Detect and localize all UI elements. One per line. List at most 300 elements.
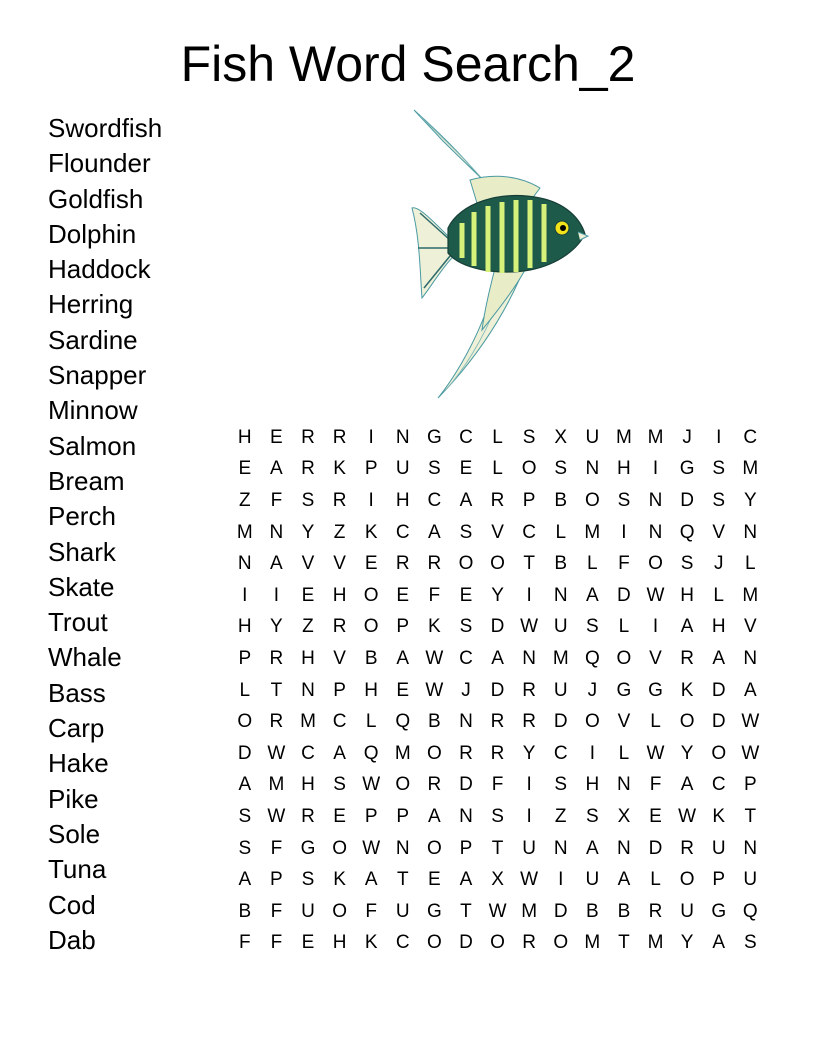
grid-cell: Y	[270, 616, 283, 638]
grid-cell: N	[585, 458, 600, 480]
grid-cell: D	[459, 774, 473, 796]
grid-cell: V	[712, 521, 726, 543]
grid-cell: H	[301, 647, 315, 669]
grid-cell: K	[364, 932, 378, 954]
grid-cell: R	[301, 458, 315, 480]
grid-cell: U	[553, 679, 568, 701]
grid-cell: Q	[363, 742, 379, 764]
grid-cell: M	[300, 711, 316, 733]
grid-cell: C	[459, 426, 473, 448]
grid-cell: J	[713, 553, 724, 575]
word-list-item: Cod	[48, 889, 96, 920]
grid-cell: W	[362, 837, 381, 859]
grid-cell: Q	[584, 647, 600, 669]
grid-cell: U	[301, 900, 315, 922]
grid-cell: P	[364, 458, 378, 480]
grid-cell: E	[364, 553, 378, 575]
grid-cell: G	[426, 426, 442, 448]
grid-cell: W	[425, 679, 444, 701]
word-list-item: Haddock	[48, 254, 151, 285]
grid-cell: R	[648, 900, 663, 922]
grid-cell: S	[428, 458, 441, 480]
grid-cell: L	[713, 584, 724, 606]
grid-cell: R	[490, 711, 505, 733]
grid-cell: L	[650, 711, 661, 733]
grid-cell: V	[743, 616, 757, 638]
grid-cell: O	[363, 616, 379, 638]
grid-row	[229, 485, 766, 517]
grid-cell: P	[459, 837, 473, 859]
grid-cell: H	[332, 584, 347, 606]
grid-cell: H	[585, 774, 600, 796]
word-list-item: Bass	[48, 677, 106, 708]
grid-cell: Y	[522, 742, 536, 764]
grid-cell: C	[332, 711, 347, 733]
grid-row	[229, 928, 766, 960]
grid-cell: L	[745, 553, 756, 575]
grid-cell: J	[587, 679, 598, 701]
grid-cell: P	[364, 805, 378, 827]
grid-cell: W	[362, 774, 381, 796]
grid-cell: F	[270, 900, 283, 922]
grid-cell: O	[711, 742, 727, 764]
grid-cell: R	[269, 647, 284, 669]
grid-cell: R	[332, 426, 347, 448]
grid-row	[229, 517, 766, 549]
grid-cell: S	[238, 805, 252, 827]
word-list-item: Carp	[48, 713, 105, 744]
grid-cell: C	[522, 521, 536, 543]
grid-cell: D	[490, 616, 505, 638]
grid-cell: U	[585, 426, 600, 448]
grid-cell: O	[521, 458, 537, 480]
grid-cell: H	[395, 489, 410, 511]
grid-cell: O	[679, 711, 695, 733]
word-list-item: Shark	[48, 536, 116, 567]
grid-cell: O	[584, 711, 600, 733]
word-list-item: Pike	[48, 783, 99, 814]
grid-cell: U	[522, 837, 536, 859]
grid-cell: I	[242, 584, 248, 606]
grid-cell: A	[333, 742, 346, 764]
grid-cell: U	[553, 616, 568, 638]
grid-cell: I	[368, 489, 374, 511]
grid-cell: A	[491, 647, 504, 669]
grid-cell: O	[679, 869, 695, 891]
grid-cell: L	[618, 742, 630, 764]
grid-cell: N	[617, 837, 631, 859]
grid-cell: C	[301, 742, 315, 764]
grid-cell: R	[301, 426, 315, 448]
grid-cell: O	[332, 837, 347, 859]
grid-cell: N	[459, 805, 473, 827]
grid-cell: F	[270, 837, 283, 859]
grid-cell: S	[743, 932, 757, 954]
grid-cell: O	[363, 584, 379, 606]
grid-cell: W	[520, 616, 539, 638]
grid-cell: N	[237, 553, 252, 575]
word-list-item: Trout	[48, 607, 108, 638]
grid-cell: R	[522, 932, 536, 954]
grid-cell: S	[301, 869, 315, 891]
grid-cell: Y	[680, 932, 694, 954]
grid-cell: W	[520, 869, 539, 891]
grid-cell: R	[490, 742, 505, 764]
grid-cell: V	[333, 647, 346, 669]
grid-cell: T	[460, 900, 472, 922]
grid-cell: N	[301, 679, 315, 701]
grid-cell: U	[395, 458, 410, 480]
grid-cell: N	[459, 711, 473, 733]
grid-cell: S	[554, 774, 568, 796]
grid-cell: B	[554, 553, 568, 575]
grid-cell: O	[490, 932, 505, 954]
grid-cell: F	[238, 932, 251, 954]
grid-cell: H	[680, 584, 694, 606]
word-list-item: Perch	[48, 501, 116, 532]
grid-cell: I	[526, 805, 532, 827]
grid-cell: N	[269, 521, 284, 543]
word-list-item: Minnow	[48, 395, 138, 426]
grid-cell: X	[491, 869, 504, 891]
grid-cell: G	[648, 679, 663, 701]
grid-cell: A	[238, 774, 252, 796]
grid-cell: R	[395, 553, 410, 575]
grid-cell: I	[368, 426, 374, 448]
grid-row	[229, 422, 766, 454]
grid-cell: F	[649, 774, 662, 796]
grid-cell: G	[616, 679, 632, 701]
grid-cell: U	[711, 837, 726, 859]
grid-cell: R	[427, 774, 442, 796]
grid-row	[229, 706, 766, 738]
grid-cell: B	[364, 647, 378, 669]
grid-cell: M	[742, 584, 759, 606]
grid-cell: S	[712, 489, 726, 511]
grid-cell: P	[396, 805, 410, 827]
grid-cell: C	[711, 774, 726, 796]
grid-cell: M	[394, 742, 411, 764]
grid-cell: D	[711, 711, 726, 733]
grid-cell: O	[237, 711, 253, 733]
grid-cell: Z	[333, 521, 346, 543]
grid-cell: E	[270, 426, 283, 448]
grid-cell: N	[395, 426, 410, 448]
grid-cell: C	[427, 489, 442, 511]
grid-cell: S	[301, 489, 315, 511]
word-list-item: Herring	[48, 289, 134, 320]
grid-cell: S	[491, 805, 504, 827]
word-list-item: Hake	[48, 748, 109, 779]
grid-cell: O	[395, 774, 411, 796]
grid-cell: E	[301, 584, 315, 606]
grid-cell: M	[552, 647, 569, 669]
grid-cell: M	[584, 521, 601, 543]
grid-cell: S	[238, 837, 252, 859]
grid-cell: I	[273, 584, 280, 606]
grid-cell: M	[647, 932, 664, 954]
grid-cell: B	[428, 711, 441, 733]
grid-row	[229, 612, 766, 644]
grid-cell: C	[743, 426, 758, 448]
grid-cell: P	[238, 647, 252, 669]
grid-cell: T	[491, 837, 504, 859]
grid-cell: L	[587, 553, 598, 575]
grid-cell: O	[426, 742, 442, 764]
word-list-item: Dolphin	[48, 218, 137, 249]
grid-cell: V	[649, 647, 662, 669]
grid-cell: N	[553, 584, 568, 606]
grid-cell: D	[237, 742, 252, 764]
grid-cell: A	[743, 679, 757, 701]
grid-cell: M	[616, 426, 632, 448]
grid-cell: W	[425, 647, 444, 669]
grid-cell: U	[743, 869, 758, 891]
grid-cell: V	[491, 521, 504, 543]
grid-cell: F	[270, 932, 283, 954]
grid-row	[229, 454, 766, 486]
grid-cell: M	[521, 900, 538, 922]
grid-cell: D	[553, 711, 568, 733]
grid-cell: A	[585, 584, 599, 606]
grid-cell: L	[365, 711, 377, 733]
grid-cell: M	[236, 521, 253, 543]
grid-cell: T	[396, 869, 409, 891]
grid-row	[229, 770, 766, 802]
grid-cell: G	[426, 900, 442, 922]
grid-cell: W	[741, 711, 760, 733]
grid-cell: I	[526, 774, 532, 796]
grid-cell: R	[459, 742, 473, 764]
grid-cell: F	[491, 774, 504, 796]
grid-cell: R	[522, 711, 536, 733]
grid-cell: M	[268, 774, 285, 796]
grid-row	[229, 864, 766, 896]
grid-cell: R	[269, 711, 284, 733]
grid-cell: M	[742, 458, 759, 480]
grid-cell: T	[523, 553, 535, 575]
grid-cell: P	[743, 774, 757, 796]
grid-cell: C	[395, 932, 410, 954]
grid-cell: Z	[554, 805, 567, 827]
grid-cell: X	[554, 426, 568, 448]
grid-cell: D	[711, 679, 726, 701]
grid-row	[229, 643, 766, 675]
grid-cell: U	[680, 900, 694, 922]
grid-cell: R	[332, 489, 347, 511]
grid-cell: L	[618, 616, 630, 638]
grid-cell: T	[744, 805, 757, 827]
word-list-item: Skate	[48, 571, 115, 602]
grid-cell: O	[426, 932, 442, 954]
word-list-item: Sole	[48, 818, 101, 849]
grid-cell: K	[428, 616, 441, 638]
grid-cell: I	[589, 742, 595, 764]
grid-cell: O	[332, 900, 347, 922]
grid-cell: N	[743, 837, 758, 859]
grid-cell: P	[333, 679, 346, 701]
word-list-item: Snapper	[48, 360, 147, 391]
grid-cell: V	[617, 711, 631, 733]
grid-cell: S	[459, 521, 473, 543]
grid-cell: N	[395, 837, 410, 859]
grid-cell: W	[488, 900, 507, 922]
grid-cell: C	[553, 742, 568, 764]
grid-cell: H	[237, 616, 252, 638]
grid-cell: N	[553, 837, 568, 859]
grid-cell: F	[618, 553, 630, 575]
grid-row	[229, 580, 766, 612]
grid-cell: L	[239, 679, 251, 701]
grid-cell: G	[300, 837, 316, 859]
grid-cell: I	[652, 458, 659, 480]
grid-cell: E	[238, 458, 252, 480]
grid-cell: A	[428, 805, 441, 827]
grid-cell: R	[680, 837, 694, 859]
grid-cell: A	[680, 616, 694, 638]
grid-cell: T	[270, 679, 283, 701]
grid-cell: K	[712, 805, 726, 827]
page-title: Fish Word Search_2	[180, 36, 636, 92]
grid-cell: U	[585, 869, 600, 891]
grid-cell: Q	[395, 711, 411, 733]
grid-cell: A	[712, 647, 726, 669]
grid-cell: N	[522, 647, 536, 669]
grid-cell: S	[459, 616, 473, 638]
grid-cell: R	[490, 489, 505, 511]
grid-cell: O	[616, 647, 632, 669]
grid-cell: Y	[680, 742, 694, 764]
grid-cell: P	[712, 869, 726, 891]
grid-cell: W	[267, 742, 286, 764]
grid-cell: I	[526, 584, 532, 606]
grid-cell: S	[680, 553, 694, 575]
grid-cell: J	[461, 679, 471, 701]
grid-cell: C	[459, 647, 473, 669]
grid-cell: S	[333, 774, 346, 796]
grid-cell: U	[395, 900, 410, 922]
grid-cell: W	[678, 805, 697, 827]
grid-cell: S	[585, 616, 599, 638]
grid-cell: J	[682, 426, 692, 448]
grid-cell: D	[617, 584, 631, 606]
grid-cell: A	[585, 837, 599, 859]
word-list-item: Swordfish	[48, 113, 163, 143]
grid-cell: E	[459, 458, 473, 480]
grid-cell: Y	[743, 489, 757, 511]
grid-cell: K	[333, 869, 346, 891]
grid-cell: A	[364, 869, 378, 891]
grid-row	[229, 548, 766, 580]
word-list-item: Dab	[48, 924, 96, 955]
grid-cell: S	[712, 458, 726, 480]
grid-cell: W	[267, 805, 286, 827]
grid-cell: R	[332, 616, 347, 638]
grid-cell: O	[458, 553, 474, 575]
grid-cell: B	[554, 489, 568, 511]
grid-cell: W	[646, 742, 665, 764]
grid-cell: E	[301, 932, 315, 954]
grid-cell: S	[585, 805, 599, 827]
grid-cell: A	[270, 553, 283, 575]
grid-cell: W	[646, 584, 665, 606]
grid-row	[229, 738, 766, 770]
grid-cell: E	[396, 584, 410, 606]
grid-cell: D	[680, 489, 694, 511]
grid-cell: D	[459, 932, 473, 954]
grid-cell: A	[617, 869, 631, 891]
letter-grid	[229, 422, 766, 959]
grid-cell: R	[301, 805, 315, 827]
grid-cell: N	[648, 489, 663, 511]
word-list-item: Goldfish	[48, 183, 144, 214]
grid-cell: P	[396, 616, 410, 638]
grid-cell: P	[522, 489, 536, 511]
grid-cell: R	[522, 679, 536, 701]
grid-cell: N	[743, 647, 758, 669]
grid-cell: A	[712, 932, 726, 954]
grid-row	[229, 833, 766, 865]
grid-row	[229, 801, 766, 833]
grid-cell: N	[648, 521, 663, 543]
grid-cell: A	[396, 647, 410, 669]
grid-cell: N	[743, 521, 758, 543]
grid-cell: Y	[491, 584, 504, 606]
grid-cell: W	[741, 742, 760, 764]
grid-cell: I	[716, 426, 722, 448]
grid-cell: D	[490, 679, 505, 701]
grid-cell: I	[621, 521, 627, 543]
grid-cell: B	[238, 900, 252, 922]
grid-cell: H	[711, 616, 726, 638]
grid-cell: B	[585, 900, 599, 922]
grid-cell: G	[679, 458, 695, 480]
grid-cell: V	[301, 553, 315, 575]
grid-cell: Q	[679, 521, 695, 543]
grid-cell: O	[553, 932, 569, 954]
grid-cell: S	[522, 426, 536, 448]
grid-row	[229, 896, 766, 928]
grid-cell: S	[554, 458, 568, 480]
grid-cell: F	[428, 584, 441, 606]
grid-cell: G	[711, 900, 727, 922]
grid-cell: B	[617, 900, 631, 922]
grid-cell: N	[617, 774, 631, 796]
grid-cell: E	[649, 805, 662, 827]
grid-cell: A	[238, 869, 252, 891]
grid-cell: H	[237, 426, 252, 448]
grid-cell: A	[459, 869, 473, 891]
grid-cell: E	[333, 805, 346, 827]
grid-cell: E	[396, 679, 410, 701]
grid-cell: L	[650, 869, 661, 891]
grid-cell: L	[555, 521, 567, 543]
word-list-item: Tuna	[48, 854, 107, 885]
grid-cell: L	[492, 426, 503, 448]
word-list-item: Flounder	[48, 148, 151, 179]
grid-cell: E	[459, 584, 473, 606]
grid-cell: I	[652, 616, 659, 638]
grid-cell: Z	[302, 616, 314, 638]
grid-cell: X	[617, 805, 631, 827]
grid-cell: T	[618, 932, 630, 954]
word-list	[48, 111, 162, 958]
grid-cell: Y	[301, 521, 315, 543]
grid-cell: K	[364, 521, 378, 543]
grid-cell: R	[427, 553, 442, 575]
grid-cell: H	[617, 458, 631, 480]
grid-cell: P	[270, 869, 283, 891]
